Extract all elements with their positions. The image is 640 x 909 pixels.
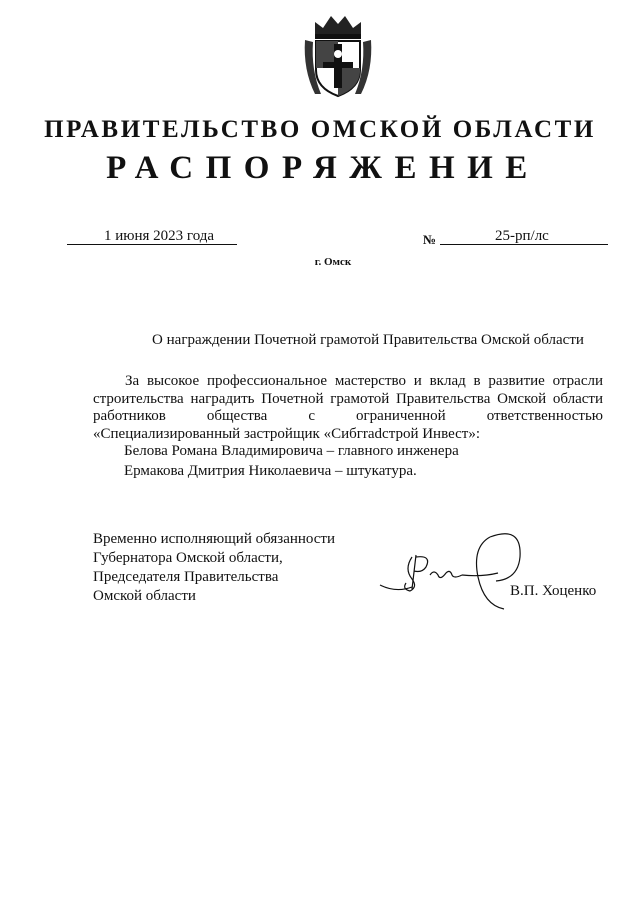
signer-position [93, 530, 335, 606]
document-city: г. Омск [314, 256, 352, 268]
handwritten-signature-icon [372, 517, 522, 612]
list-item: Белова Романа Владимировича – главного инженера [124, 443, 459, 459]
signer-name: В.П. Хоценко [510, 583, 597, 599]
signer-position-line: Губернатора Омской области, [93, 550, 283, 566]
signer-position-line: Омской области [93, 588, 196, 604]
signer-position-line: Временно исполняющий обязанности [93, 531, 336, 547]
list-item: Ермакова Дмитрия Николаевича – штукатура. [124, 463, 417, 479]
signer-position-line: Председателя Правительства [93, 569, 279, 585]
body-paragraph: За высокое профессиональное мастерство и вклад в развитие отрасли строительства наградить Почетной грамотой Правительства Омской области работников общества с ограниченной ответственностью «Специализированный застройщик «Сибгradстрой Инвест»: [93, 373, 603, 442]
document-number: 25-рп/лс [495, 228, 549, 244]
number-sign: № [423, 232, 437, 247]
government-title: ПРАВИТЕЛЬСТВО ОМСКОЙ ОБЛАСТИ [44, 116, 596, 143]
document-subject: О награждении Почетной грамотой Правительства Омской области [152, 332, 584, 348]
omsk-coat-of-arms-icon [301, 10, 375, 98]
document-type-title: РАСПОРЯЖЕНИЕ [106, 150, 540, 186]
document-date: 1 июня 2023 года [104, 228, 215, 244]
